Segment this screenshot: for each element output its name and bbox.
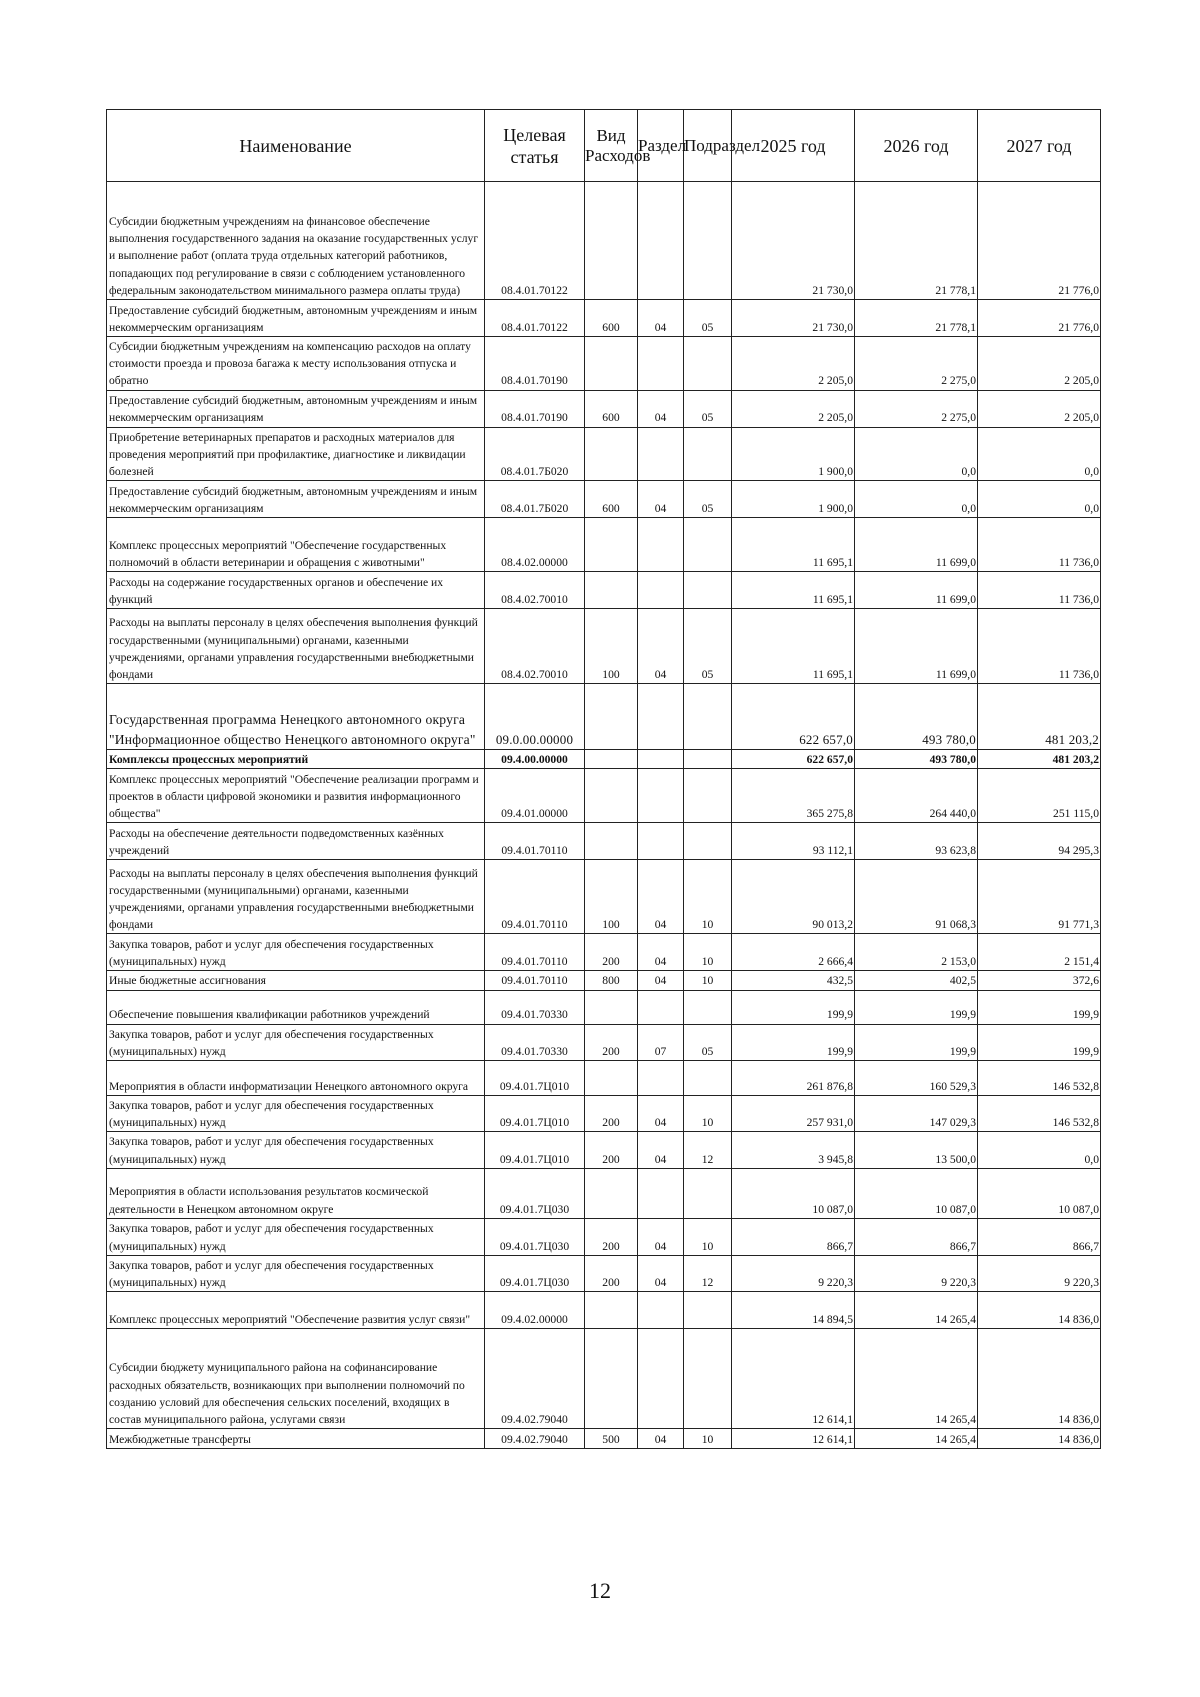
row-razd: 04 [638, 1132, 684, 1168]
row-vid: 800 [585, 971, 638, 990]
row-podr: 10 [684, 934, 732, 971]
row-2025: 21 730,0 [732, 300, 855, 337]
table-row [107, 684, 1101, 750]
row-2027: 14 836,0 [978, 1329, 1101, 1429]
row-2027: 0,0 [978, 1132, 1101, 1168]
table-row [107, 860, 1101, 934]
page-number: 12 [589, 1578, 611, 1603]
row-podr: 10 [684, 1096, 732, 1132]
row-code: 09.4.01.7Ц030 [485, 1255, 585, 1291]
row-2027: 2 151,4 [978, 934, 1101, 971]
table-row [107, 1132, 1101, 1168]
row-podr [684, 769, 732, 823]
row-code: 09.4.01.70110 [485, 971, 585, 990]
row-2027: 2 205,0 [978, 337, 1101, 391]
row-podr [684, 1061, 732, 1096]
row-podr: 05 [684, 1024, 732, 1060]
row-name: Комплекс процессных мероприятий "Обеспечение развития услуг связи" [107, 1292, 485, 1329]
row-2026: 493 780,0 [855, 684, 978, 750]
row-razd: 04 [638, 1255, 684, 1291]
row-code: 09.4.01.70330 [485, 1024, 585, 1060]
row-2025: 11 695,1 [732, 518, 855, 572]
row-name: Комплексы процессных мероприятий [107, 750, 485, 769]
header-code: Целевая статья [485, 110, 585, 182]
table-row [107, 1329, 1101, 1429]
row-2025: 90 013,2 [732, 860, 855, 934]
row-razd: 04 [638, 1096, 684, 1132]
row-2026: 2 275,0 [855, 337, 978, 391]
table-row [107, 1429, 1101, 1449]
row-razd: 04 [638, 390, 684, 427]
row-2025: 1 900,0 [732, 481, 855, 518]
row-vid [585, 1061, 638, 1096]
header-podr: Подраздел [684, 110, 732, 182]
header-2027: 2027 год [978, 110, 1101, 182]
row-2025: 10 087,0 [732, 1168, 855, 1218]
row-vid [585, 750, 638, 769]
row-name: Субсидии бюджету муниципального района на софинансирование расходных обязательств, возникающих при выполнении полномочий по созданию условий для обеспечения сельских поселений, входящих в состав муниципального района, услугами связи [107, 1329, 485, 1429]
budget-table [106, 109, 1101, 1449]
row-2026: 0,0 [855, 481, 978, 518]
row-razd: 07 [638, 1024, 684, 1060]
row-podr [684, 1329, 732, 1429]
row-name: Расходы на обеспечение деятельности подведомственных казённых учреждений [107, 823, 485, 860]
row-2025: 12 614,1 [732, 1329, 855, 1429]
row-vid [585, 427, 638, 481]
row-2026: 10 087,0 [855, 1168, 978, 1218]
row-2026: 14 265,4 [855, 1329, 978, 1429]
row-2025: 866,7 [732, 1218, 855, 1255]
table-row [107, 1255, 1101, 1291]
row-2025: 622 657,0 [732, 750, 855, 769]
row-name: Обеспечение повышения квалификации работников учреждений [107, 990, 485, 1024]
row-name: Субсидии бюджетным учреждениям на финансовое обеспечение выполнения государственного задания на оказание государственных услуг и выполнение работ (оплата труда отдельных категорий работников, попадающих под регулирование в связи с соблюдением установленного федеральным законодательством минимального размера оплаты труда) [107, 182, 485, 300]
table-row [107, 518, 1101, 572]
row-podr: 10 [684, 860, 732, 934]
row-podr: 10 [684, 1218, 732, 1255]
row-2025: 12 614,1 [732, 1429, 855, 1449]
table-row [107, 1024, 1101, 1060]
row-podr [684, 990, 732, 1024]
row-vid: 100 [585, 860, 638, 934]
row-code: 09.0.00.00000 [485, 684, 585, 750]
row-2027: 9 220,3 [978, 1255, 1101, 1291]
row-2027: 2 205,0 [978, 390, 1101, 427]
row-2027: 251 115,0 [978, 769, 1101, 823]
row-2025: 9 220,3 [732, 1255, 855, 1291]
row-2025: 432,5 [732, 971, 855, 990]
row-vid: 200 [585, 1024, 638, 1060]
row-2026: 866,7 [855, 1218, 978, 1255]
row-name: Мероприятия в области использования результатов космической деятельности в Ненецком автономном округе [107, 1168, 485, 1218]
row-2026: 493 780,0 [855, 750, 978, 769]
row-2026: 14 265,4 [855, 1429, 978, 1449]
row-2025: 11 695,1 [732, 572, 855, 609]
row-code: 09.4.01.7Ц030 [485, 1168, 585, 1218]
table-row [107, 1096, 1101, 1132]
row-2025: 14 894,5 [732, 1292, 855, 1329]
row-name: Закупка товаров, работ и услуг для обеспечения государственных (муниципальных) нужд [107, 1096, 485, 1132]
row-razd [638, 823, 684, 860]
row-razd: 04 [638, 971, 684, 990]
table-row [107, 990, 1101, 1024]
row-2026: 0,0 [855, 427, 978, 481]
budget-table-sheet [106, 109, 1100, 1449]
row-2027: 0,0 [978, 481, 1101, 518]
header-name: Наименование [107, 110, 485, 182]
table-row [107, 1218, 1101, 1255]
row-code: 08.4.01.7Б020 [485, 427, 585, 481]
row-podr [684, 1168, 732, 1218]
row-2025: 21 730,0 [732, 182, 855, 300]
row-2027: 199,9 [978, 1024, 1101, 1060]
row-razd: 04 [638, 609, 684, 684]
table-row [107, 769, 1101, 823]
header-2025: 2025 год [732, 110, 855, 182]
row-name: Комплекс процессных мероприятий "Обеспечение государственных полномочий в области ветеринарии и обращения с животными" [107, 518, 485, 572]
header-2026: 2026 год [855, 110, 978, 182]
table-row [107, 337, 1101, 391]
table-row [107, 390, 1101, 427]
row-podr [684, 1292, 732, 1329]
row-2026: 11 699,0 [855, 572, 978, 609]
row-code: 09.4.01.70110 [485, 934, 585, 971]
row-vid [585, 182, 638, 300]
row-podr [684, 427, 732, 481]
row-name: Расходы на выплаты персоналу в целях обеспечения выполнения функций государственными (муниципальными) органами, казенными учреждениями, органами управления государственными внебюджетными фондами [107, 860, 485, 934]
row-code: 09.4.00.00000 [485, 750, 585, 769]
table-row [107, 300, 1101, 337]
row-name: Закупка товаров, работ и услуг для обеспечения государственных (муниципальных) нужд [107, 1255, 485, 1291]
table-row [107, 609, 1101, 684]
row-vid: 200 [585, 1255, 638, 1291]
row-podr: 05 [684, 300, 732, 337]
row-2027: 199,9 [978, 990, 1101, 1024]
row-2026: 11 699,0 [855, 518, 978, 572]
row-2027: 94 295,3 [978, 823, 1101, 860]
row-razd [638, 1329, 684, 1429]
table-row [107, 481, 1101, 518]
row-vid: 200 [585, 1218, 638, 1255]
row-razd: 04 [638, 481, 684, 518]
row-2025: 365 275,8 [732, 769, 855, 823]
row-2025: 3 945,8 [732, 1132, 855, 1168]
row-razd [638, 427, 684, 481]
row-2027: 372,6 [978, 971, 1101, 990]
row-2026: 11 699,0 [855, 609, 978, 684]
row-code: 09.4.01.7Ц010 [485, 1061, 585, 1096]
row-2026: 91 068,3 [855, 860, 978, 934]
row-razd [638, 990, 684, 1024]
row-vid: 200 [585, 1132, 638, 1168]
row-2026: 264 440,0 [855, 769, 978, 823]
row-2027: 11 736,0 [978, 518, 1101, 572]
row-2027: 11 736,0 [978, 572, 1101, 609]
row-vid: 100 [585, 609, 638, 684]
row-razd [638, 1061, 684, 1096]
row-vid [585, 572, 638, 609]
row-podr: 12 [684, 1132, 732, 1168]
row-podr: 05 [684, 390, 732, 427]
row-podr [684, 823, 732, 860]
table-row [107, 427, 1101, 481]
row-vid: 500 [585, 1429, 638, 1449]
row-code: 08.4.01.70190 [485, 337, 585, 391]
row-2027: 10 087,0 [978, 1168, 1101, 1218]
row-2027: 11 736,0 [978, 609, 1101, 684]
row-2027: 14 836,0 [978, 1292, 1101, 1329]
row-2026: 2 275,0 [855, 390, 978, 427]
row-code: 09.4.01.70330 [485, 990, 585, 1024]
table-row [107, 823, 1101, 860]
row-razd [638, 769, 684, 823]
row-razd [638, 182, 684, 300]
row-2027: 14 836,0 [978, 1429, 1101, 1449]
row-name: Закупка товаров, работ и услуг для обеспечения государственных (муниципальных) нужд [107, 934, 485, 971]
table-row [107, 750, 1101, 769]
table-body [107, 182, 1101, 1449]
row-2026: 402,5 [855, 971, 978, 990]
row-name: Предоставление субсидий бюджетным, автономным учреждениям и иным некоммерческим организациям [107, 390, 485, 427]
row-podr: 12 [684, 1255, 732, 1291]
row-2025: 2 205,0 [732, 390, 855, 427]
table-row [107, 1168, 1101, 1218]
row-razd [638, 684, 684, 750]
row-razd [638, 750, 684, 769]
row-code: 08.4.01.70122 [485, 300, 585, 337]
row-vid: 600 [585, 390, 638, 427]
row-podr: 10 [684, 1429, 732, 1449]
row-podr [684, 684, 732, 750]
row-razd: 04 [638, 1218, 684, 1255]
row-vid [585, 823, 638, 860]
row-podr: 05 [684, 609, 732, 684]
row-code: 09.4.01.70110 [485, 860, 585, 934]
row-2026: 9 220,3 [855, 1255, 978, 1291]
row-podr [684, 182, 732, 300]
table-row [107, 971, 1101, 990]
row-name: Закупка товаров, работ и услуг для обеспечения государственных (муниципальных) нужд [107, 1024, 485, 1060]
row-razd [638, 1168, 684, 1218]
row-name: Предоставление субсидий бюджетным, автономным учреждениям и иным некоммерческим организациям [107, 300, 485, 337]
row-razd [638, 337, 684, 391]
row-2026: 13 500,0 [855, 1132, 978, 1168]
table-row [107, 1292, 1101, 1329]
row-2025: 93 112,1 [732, 823, 855, 860]
row-vid: 600 [585, 481, 638, 518]
row-code: 09.4.02.00000 [485, 1292, 585, 1329]
row-podr: 05 [684, 481, 732, 518]
row-razd [638, 572, 684, 609]
row-2026: 199,9 [855, 1024, 978, 1060]
row-code: 08.4.01.70122 [485, 182, 585, 300]
row-2026: 93 623,8 [855, 823, 978, 860]
row-code: 09.4.02.79040 [485, 1429, 585, 1449]
header-vid: Вид Расходов [585, 110, 638, 182]
row-name: Межбюджетные трансферты [107, 1429, 485, 1449]
table-row [107, 934, 1101, 971]
row-vid [585, 337, 638, 391]
row-name: Государственная программа Ненецкого автономного округа "Информационное общество Ненецкого автономного округа" [107, 684, 485, 750]
table-header-row [107, 110, 1101, 182]
row-podr [684, 518, 732, 572]
row-2026: 147 029,3 [855, 1096, 978, 1132]
row-podr [684, 750, 732, 769]
row-name: Закупка товаров, работ и услуг для обеспечения государственных (муниципальных) нужд [107, 1132, 485, 1168]
row-code: 08.4.01.70190 [485, 390, 585, 427]
row-razd [638, 1292, 684, 1329]
row-razd: 04 [638, 1429, 684, 1449]
row-vid [585, 1329, 638, 1429]
row-vid [585, 518, 638, 572]
row-vid [585, 769, 638, 823]
table-row [107, 182, 1101, 300]
row-vid: 600 [585, 300, 638, 337]
row-name: Мероприятия в области информатизации Ненецкого автономного округа [107, 1061, 485, 1096]
row-2025: 2 666,4 [732, 934, 855, 971]
row-name: Расходы на выплаты персоналу в целях обеспечения выполнения функций государственными (муниципальными) органами, казенными учреждениями, органами управления государственными внебюджетными фондами [107, 609, 485, 684]
row-name: Субсидии бюджетным учреждениям на компенсацию расходов на оплату стоимости проезда и провоза багажа к месту использования отпуска и обратно [107, 337, 485, 391]
row-2025: 261 876,8 [732, 1061, 855, 1096]
row-2025: 257 931,0 [732, 1096, 855, 1132]
row-name: Комплекс процессных мероприятий "Обеспечение реализации программ и проектов в области цифровой экономики и развития информационного общества" [107, 769, 485, 823]
row-razd: 04 [638, 860, 684, 934]
row-2025: 199,9 [732, 990, 855, 1024]
row-razd [638, 518, 684, 572]
row-2026: 199,9 [855, 990, 978, 1024]
header-razd: Раздел [638, 110, 684, 182]
row-code: 08.4.02.70010 [485, 572, 585, 609]
row-2026: 14 265,4 [855, 1292, 978, 1329]
row-2027: 91 771,3 [978, 860, 1101, 934]
row-2026: 2 153,0 [855, 934, 978, 971]
row-code: 09.4.01.7Ц010 [485, 1096, 585, 1132]
row-2027: 0,0 [978, 427, 1101, 481]
row-podr [684, 337, 732, 391]
row-name: Приобретение ветеринарных препаратов и расходных материалов для проведения мероприятий при профилактике, диагностике и ликвидации болезней [107, 427, 485, 481]
row-code: 09.4.02.79040 [485, 1329, 585, 1429]
table-row [107, 572, 1101, 609]
row-code: 09.4.01.7Ц030 [485, 1218, 585, 1255]
row-vid [585, 684, 638, 750]
row-2026: 21 778,1 [855, 300, 978, 337]
row-podr: 10 [684, 971, 732, 990]
row-code: 09.4.01.70110 [485, 823, 585, 860]
row-2027: 481 203,2 [978, 750, 1101, 769]
row-2025: 11 695,1 [732, 609, 855, 684]
row-vid [585, 1292, 638, 1329]
row-2025: 622 657,0 [732, 684, 855, 750]
row-razd: 04 [638, 300, 684, 337]
row-2027: 21 776,0 [978, 182, 1101, 300]
row-2025: 2 205,0 [732, 337, 855, 391]
row-vid: 200 [585, 934, 638, 971]
row-code: 09.4.01.7Ц010 [485, 1132, 585, 1168]
row-podr [684, 572, 732, 609]
row-2026: 21 778,1 [855, 182, 978, 300]
row-razd: 04 [638, 934, 684, 971]
table-row [107, 1061, 1101, 1096]
row-vid: 200 [585, 1096, 638, 1132]
row-2027: 146 532,8 [978, 1061, 1101, 1096]
row-code: 09.4.01.00000 [485, 769, 585, 823]
row-name: Иные бюджетные ассигнования [107, 971, 485, 990]
row-2025: 199,9 [732, 1024, 855, 1060]
row-name: Закупка товаров, работ и услуг для обеспечения государственных (муниципальных) нужд [107, 1218, 485, 1255]
row-2026: 160 529,3 [855, 1061, 978, 1096]
row-code: 08.4.02.70010 [485, 609, 585, 684]
row-vid [585, 990, 638, 1024]
row-2025: 1 900,0 [732, 427, 855, 481]
row-2027: 21 776,0 [978, 300, 1101, 337]
row-name: Предоставление субсидий бюджетным, автономным учреждениям и иным некоммерческим организациям [107, 481, 485, 518]
row-2027: 146 532,8 [978, 1096, 1101, 1132]
row-name: Расходы на содержание государственных органов и обеспечение их функций [107, 572, 485, 609]
row-code: 08.4.02.00000 [485, 518, 585, 572]
row-2027: 481 203,2 [978, 684, 1101, 750]
row-2027: 866,7 [978, 1218, 1101, 1255]
row-vid [585, 1168, 638, 1218]
row-code: 08.4.01.7Б020 [485, 481, 585, 518]
